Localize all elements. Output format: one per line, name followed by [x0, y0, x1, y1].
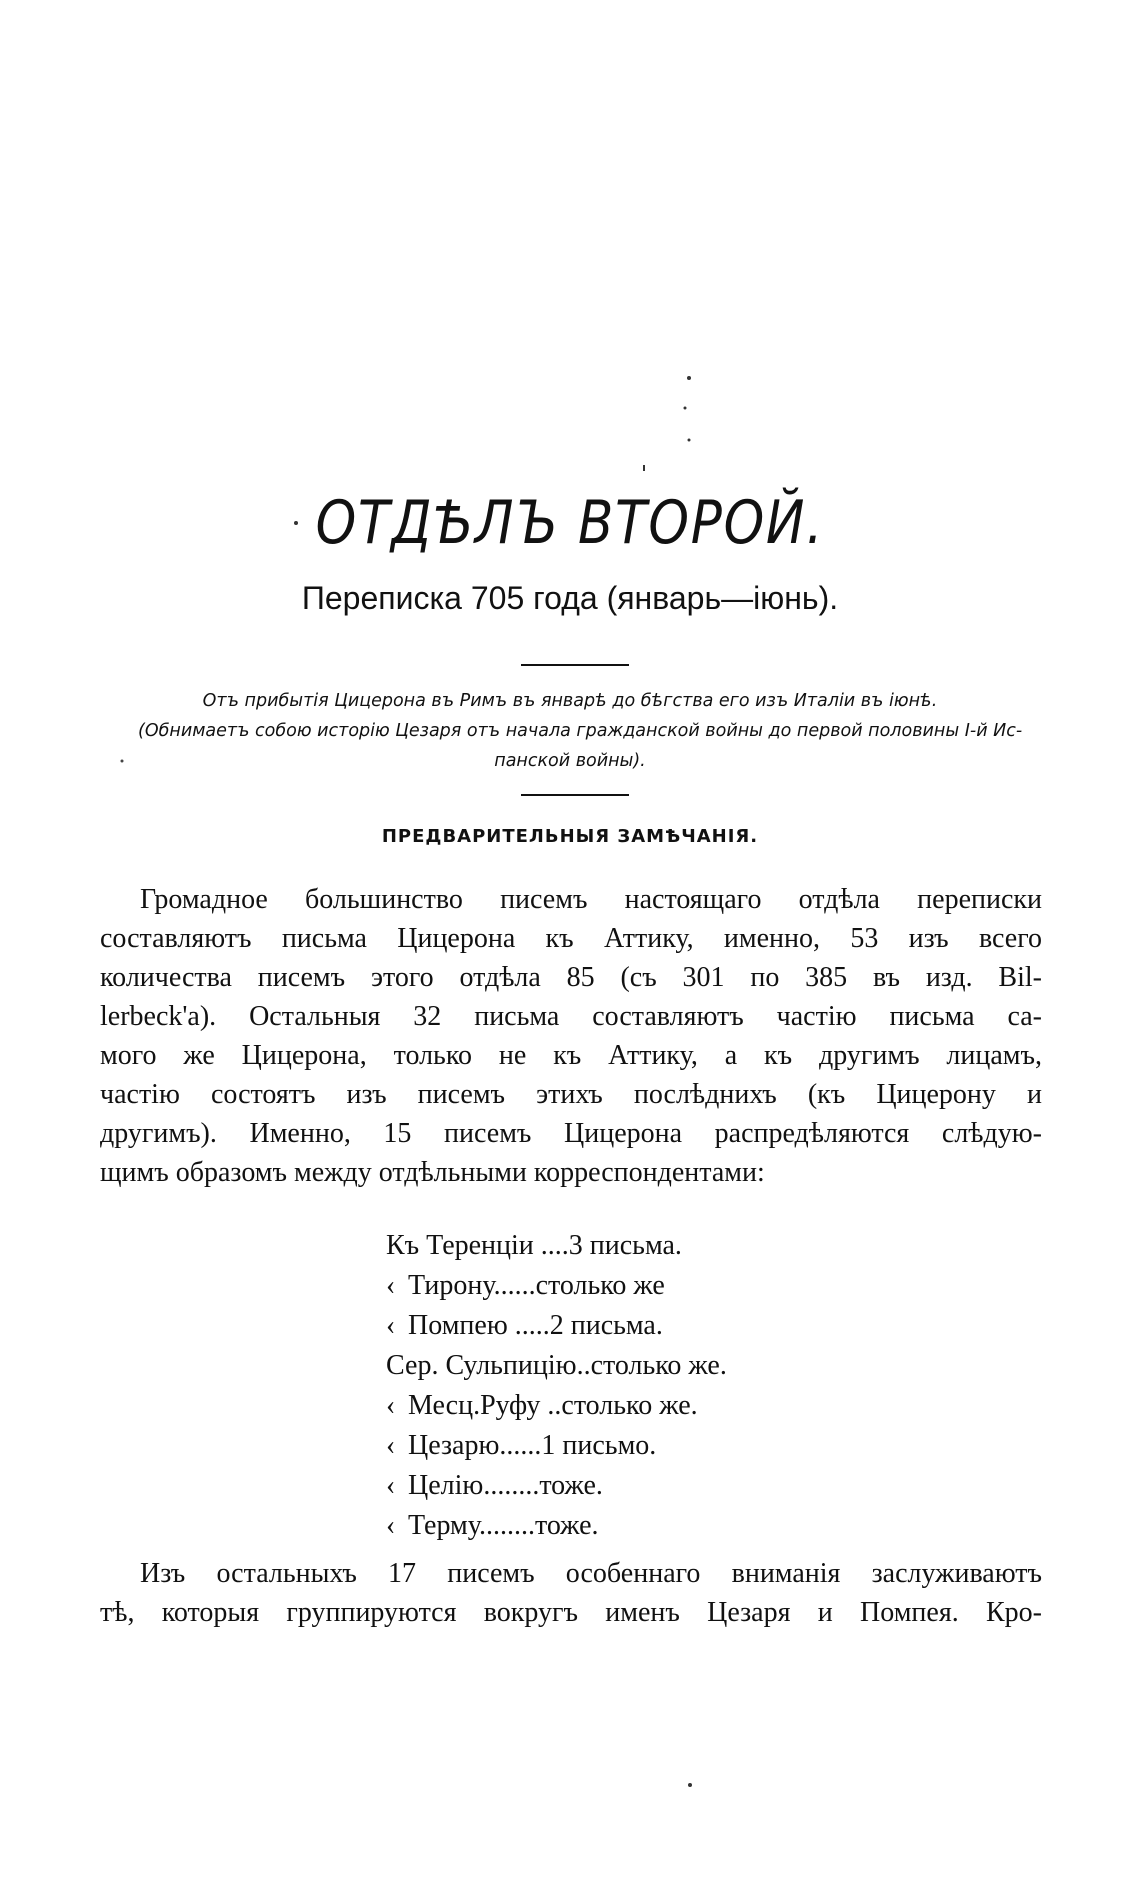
- summary-line: Отъ прибытія Цицерона въ Римъ въ январѣ до бѣгства его изъ Италіи въ іюнѣ.: [202, 691, 938, 711]
- top-divider: [521, 664, 629, 666]
- list-item: ‹ Тирону......столько же: [386, 1266, 727, 1306]
- correspondents-list: [386, 1226, 727, 1546]
- text-line: Громадное большинство писемъ настоящаго отдѣла переписки: [140, 884, 1042, 915]
- section-summary: [138, 686, 1023, 776]
- list-item: ‹ Помпею .....2 письма.: [386, 1306, 727, 1346]
- paragraph-1: [100, 880, 1042, 1192]
- summary-line: (Обнимаетъ собою исторію Цезаря отъ начала гражданской войны до первой половины І-й Ис-: [138, 721, 1023, 741]
- section-title: ОТДѢЛЪ ВТОРОЙ.: [315, 488, 825, 558]
- text-line: тѣ, которыя группируются вокругъ именъ Цезаря и Помпея. Кро-: [100, 1597, 1042, 1628]
- list-item: Къ Теренціи ....3 письма.: [386, 1230, 682, 1261]
- list-item: Сер. Сульпицію..столько же.: [386, 1350, 727, 1381]
- text-line: Изъ остальныхъ 17 писемъ особеннаго вниманія заслуживаютъ: [140, 1558, 1042, 1589]
- preliminary-remarks-heading: ПРЕДВАРИТЕЛЬНЫЯ ЗАМѢЧАНІЯ.: [381, 826, 759, 847]
- text-line: другимъ). Именно, 15 писемъ Цицерона распредѣляются слѣдую-: [100, 1118, 1042, 1149]
- text-line: составляютъ письма Цицерона къ Аттику, именно, 53 изъ всего: [100, 923, 1042, 954]
- list-item: ‹ Цезарю......1 письмо.: [386, 1426, 727, 1466]
- text-line: щимъ образомъ между отдѣльными корреспондентами:: [100, 1157, 765, 1188]
- section-subtitle: Переписка 705 года (январь—іюнь).: [301, 580, 839, 616]
- list-item: ‹ Целію........тоже.: [386, 1466, 727, 1506]
- text-line: частію состоятъ изъ писемъ этихъ послѣднихъ (къ Цицерону и: [100, 1079, 1042, 1110]
- list-item: ‹ Месц.Руфу ..столько же.: [386, 1386, 727, 1426]
- list-item: ‹ Терму........тоже.: [386, 1506, 727, 1546]
- text-line: количества писемъ этого отдѣла 85 (съ 301 по 385 въ изд. Bil-: [100, 962, 1042, 993]
- text-line: мого же Цицерона, только не къ Аттику, а къ другимъ лицамъ,: [100, 1040, 1042, 1071]
- paragraph-2: [100, 1554, 1042, 1632]
- text-line: lerbeck'a). Остальныя 32 письма составляютъ частію письма са-: [100, 1001, 1042, 1032]
- summary-line: панской войны).: [494, 751, 646, 771]
- bottom-divider: [521, 794, 629, 796]
